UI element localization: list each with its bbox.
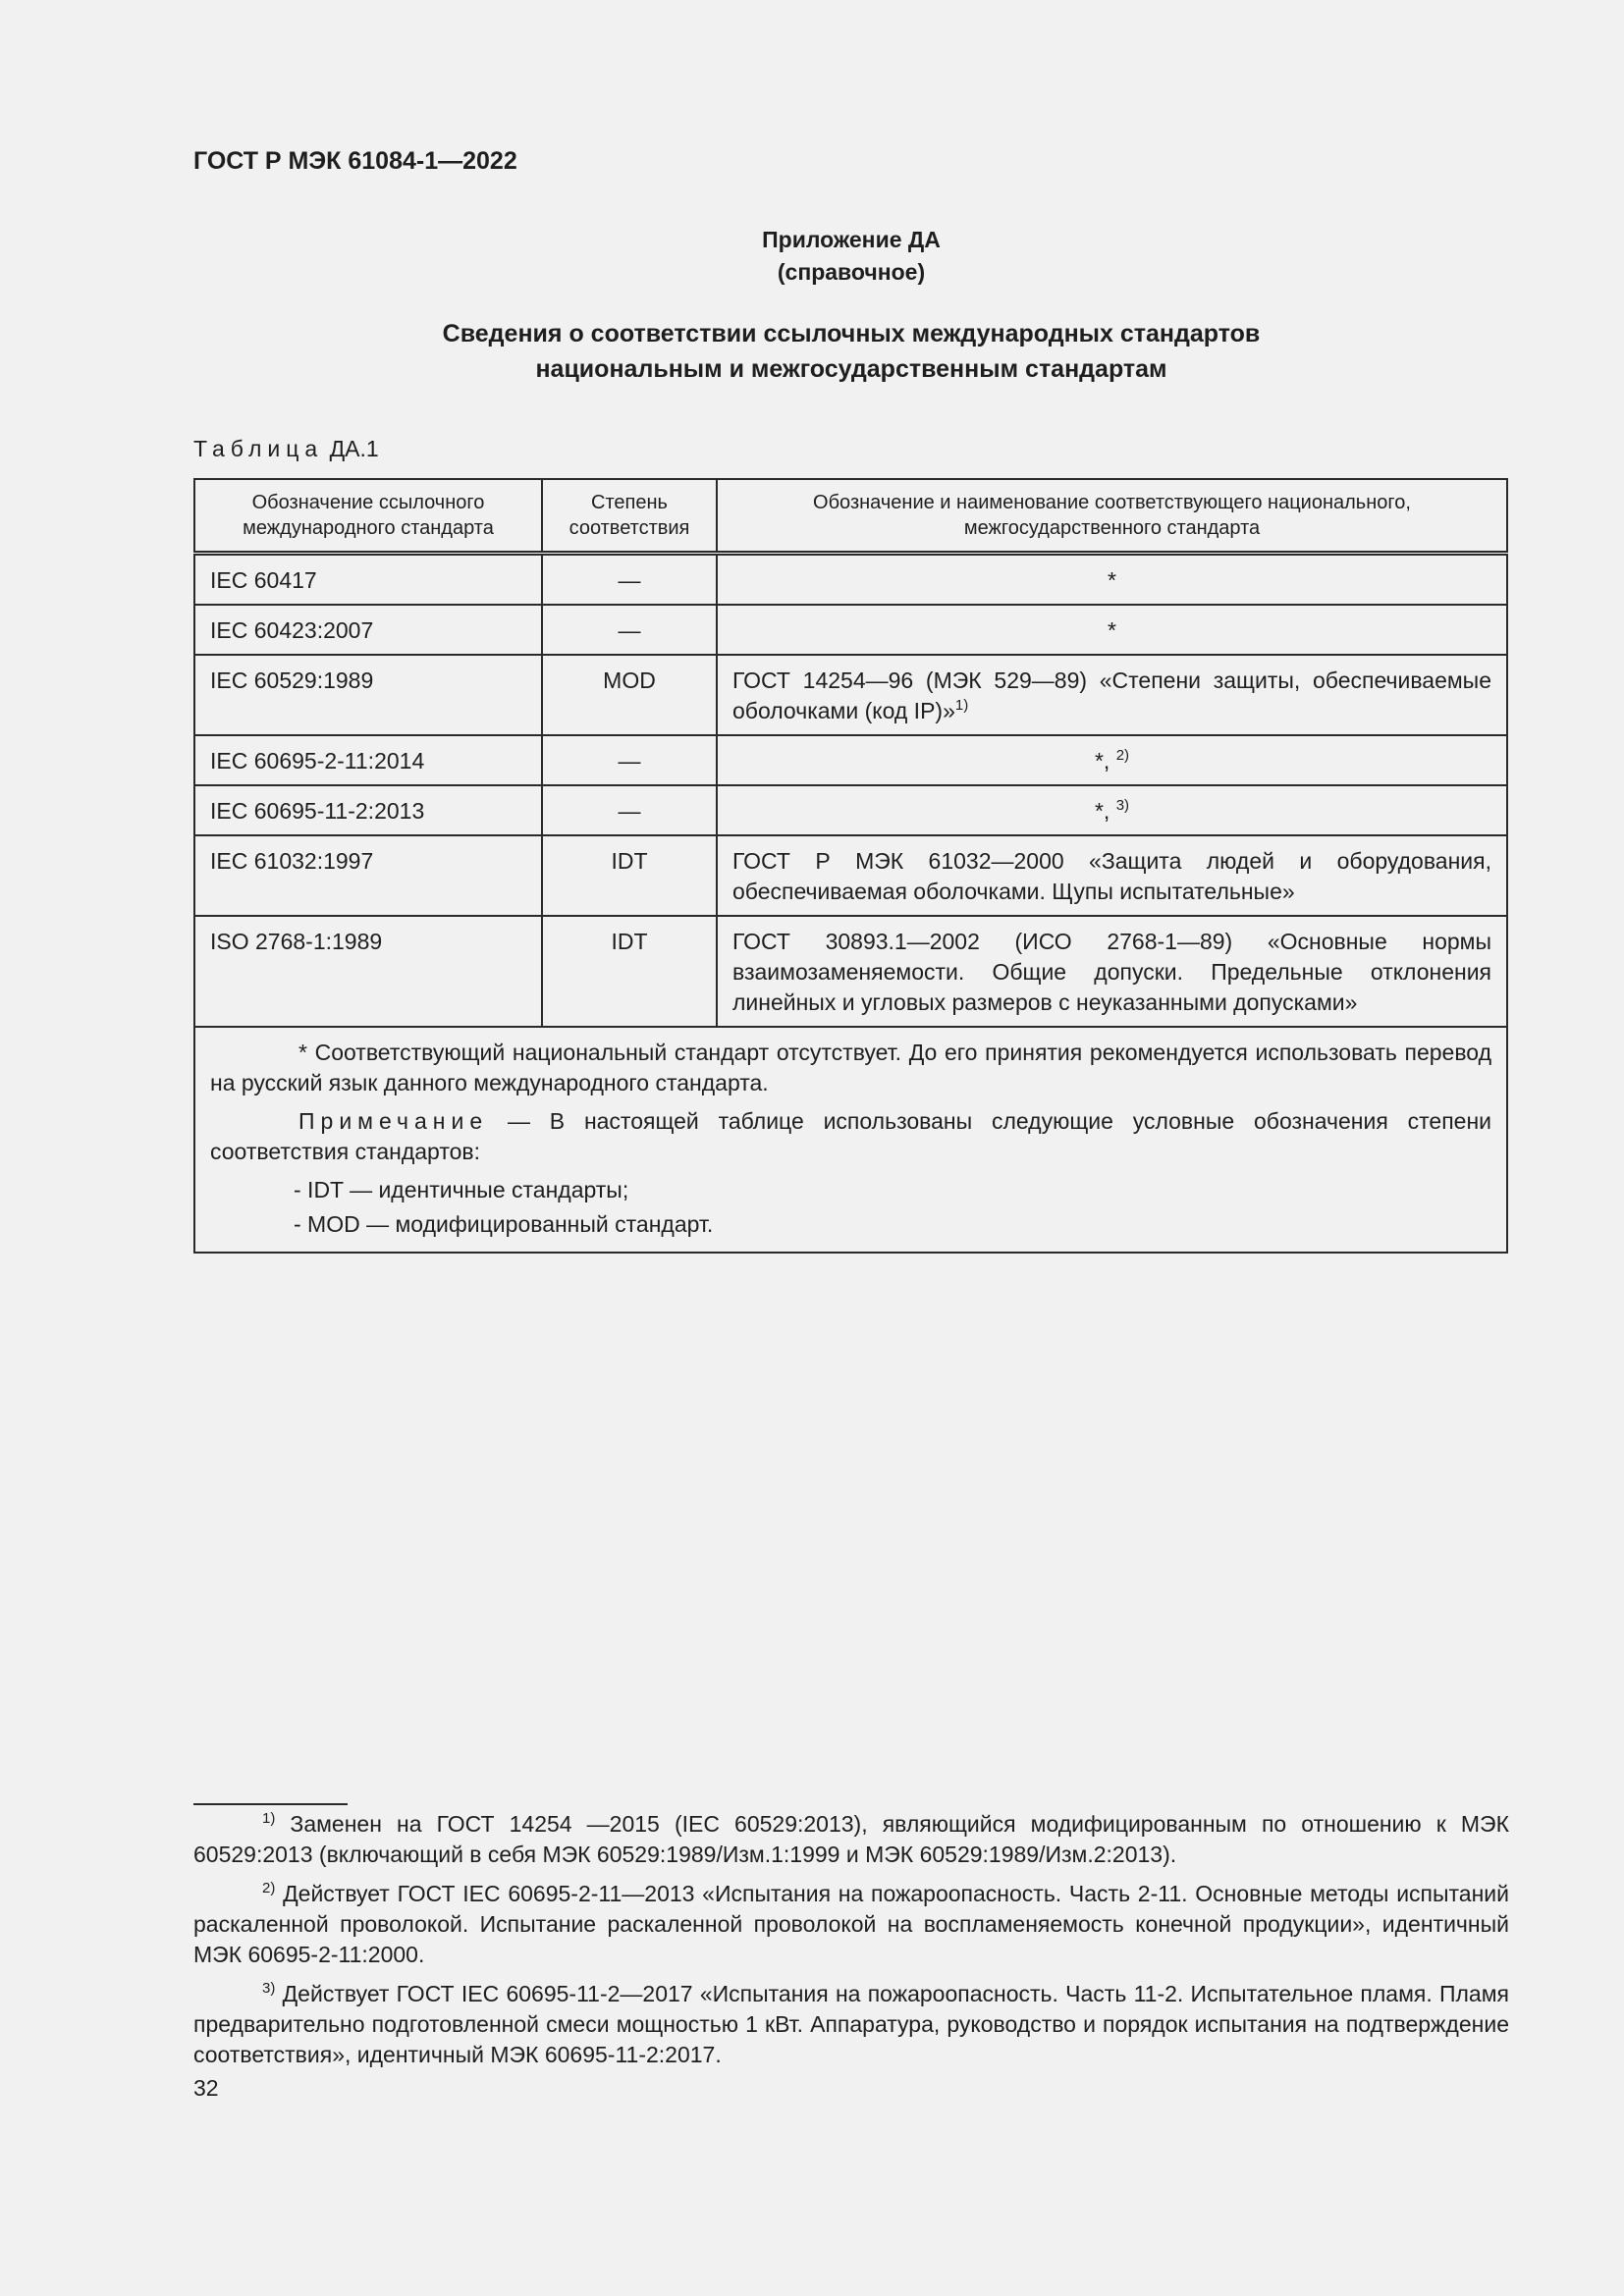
table-row [194, 735, 1507, 785]
cell-national-standard [717, 735, 1507, 785]
footnote-mark: 1) [262, 1810, 276, 1827]
cell-ref-standard: IEC 60417 [194, 554, 542, 606]
page-number: 32 [193, 2075, 219, 2101]
note-list-item: - MOD — модифицированный стандарт. [294, 1211, 714, 1237]
annex-status-line: (справочное) [777, 259, 926, 285]
table-row [194, 916, 1507, 1027]
footnote [193, 1879, 1509, 1970]
cell-ref-standard: IEC 60529:1989 [194, 655, 542, 735]
annex-heading-line: национальным и межгосударственным стандартам [535, 355, 1167, 383]
table-row [194, 605, 1507, 655]
footnote-text: Действует ГОСТ IEC 60695-11-2—2017 «Испытания на пожароопасность. Часть 11-2. Испытательное пламя. Пламя предварительно подготовленной смеси мощностью 1 кВт. Аппаратура, руководство и порядок испытания на подтверждение соответствия», идентичный МЭК 60695-11-2:2017. [193, 1981, 1509, 2067]
cell-ref-standard: IEC 60695-2-11:2014 [194, 735, 542, 785]
document-code: ГОСТ Р МЭК 61084-1—2022 [193, 147, 517, 175]
footnote [193, 1979, 1509, 2070]
header-national-standard: Обозначение и наименование соответствующего национального, межгосударственного стандарта [717, 479, 1507, 554]
cell-ref-standard: IEC 60423:2007 [194, 605, 542, 655]
cell-national-standard: ГОСТ Р МЭК 61032—2000 «Защита людей и оборудования, обеспечиваемая оболочками. Щупы испытательные» [717, 835, 1507, 916]
table-caption [193, 436, 379, 462]
header-ref-standard: Обозначение ссылочного международного стандарта [194, 479, 542, 554]
cell-national-standard [717, 655, 1507, 735]
footnote-ref[interactable]: 1) [954, 697, 969, 714]
header-degree: Степень соответствия [542, 479, 717, 554]
national-standard-text: ГОСТ 14254—96 (МЭК 529—89) «Степени защиты, обеспечиваемые оболочками (код IP)» [732, 667, 1491, 723]
cell-degree: MOD [542, 655, 717, 735]
national-standard-text: *, [1094, 798, 1110, 824]
footnote [193, 1809, 1509, 1870]
footnote-text: Заменен на ГОСТ 14254 —2015 (IEC 60529:2013), являющийся модифицированным по отношению к МЭК 60529:2013 (включающий в себя МЭК 60529:1989/Изм.1:1999 и МЭК 60529:1989/Изм.2:2013). [193, 1811, 1509, 1867]
cell-degree: — [542, 785, 717, 835]
cell-degree: IDT [542, 835, 717, 916]
cell-national-standard: ГОСТ 30893.1—2002 (ИСО 2768-1—89) «Основные нормы взаимозаменяемости. Общие допуски. Предельные отклонения линейных и угловых размеров с неуказанными допусками» [717, 916, 1507, 1027]
cell-ref-standard: IEC 61032:1997 [194, 835, 542, 916]
table-caption-word: Таблица [193, 436, 324, 461]
cell-ref-standard: ISO 2768-1:1989 [194, 916, 542, 1027]
annex-heading-line: Сведения о соответствии ссылочных международных стандартов [442, 320, 1261, 347]
table-header-row [194, 479, 1507, 554]
cell-degree: — [542, 605, 717, 655]
footnote-ref[interactable]: 2) [1115, 747, 1130, 764]
annex-title [193, 224, 1509, 289]
note [210, 1106, 1491, 1167]
footnote-mark: 2) [262, 1880, 276, 1896]
table-notes [194, 1027, 1507, 1253]
cell-degree: — [542, 554, 717, 606]
annex-heading [193, 316, 1509, 387]
national-standard-text: *, [1094, 748, 1110, 774]
footnote-mark: 3) [262, 1980, 276, 1997]
asterisk-note: * Соответствующий национальный стандарт отсутствует. До его принятия рекомендуется использовать перевод на русский язык данного международного стандарта. [210, 1040, 1491, 1095]
table-row [194, 835, 1507, 916]
cell-degree: — [542, 735, 717, 785]
cell-national-standard: * [717, 554, 1507, 606]
cell-national-standard: * [717, 605, 1507, 655]
footnotes [193, 1809, 1509, 2079]
annex-title-line: Приложение ДА [762, 227, 941, 252]
footnote-ref[interactable]: 3) [1115, 797, 1130, 814]
table-caption-number: ДА.1 [329, 436, 379, 461]
cell-national-standard [717, 785, 1507, 835]
table-row [194, 655, 1507, 735]
table-row [194, 785, 1507, 835]
footnote-text: Действует ГОСТ IEC 60695-2-11—2013 «Испытания на пожароопасность. Часть 2-11. Основные методы испытаний раскаленной проволокой. Испытание раскаленной проволокой на воспламеняемость конечной продукции», идентичный МЭК 60695-2-11:2000. [193, 1881, 1509, 1967]
cell-ref-standard: IEC 60695-11-2:2013 [194, 785, 542, 835]
correspondence-table [193, 478, 1508, 1254]
table-notes-row [194, 1027, 1507, 1253]
cell-degree: IDT [542, 916, 717, 1027]
footnote-separator [193, 1803, 348, 1805]
note-list-item: - IDT — идентичные стандарты; [294, 1177, 629, 1202]
note-label: Примечание [298, 1108, 489, 1134]
note-text: — В настоящей таблице использованы следующие условные обозначения степени соответствия стандартов: [210, 1108, 1491, 1164]
table-row [194, 554, 1507, 606]
